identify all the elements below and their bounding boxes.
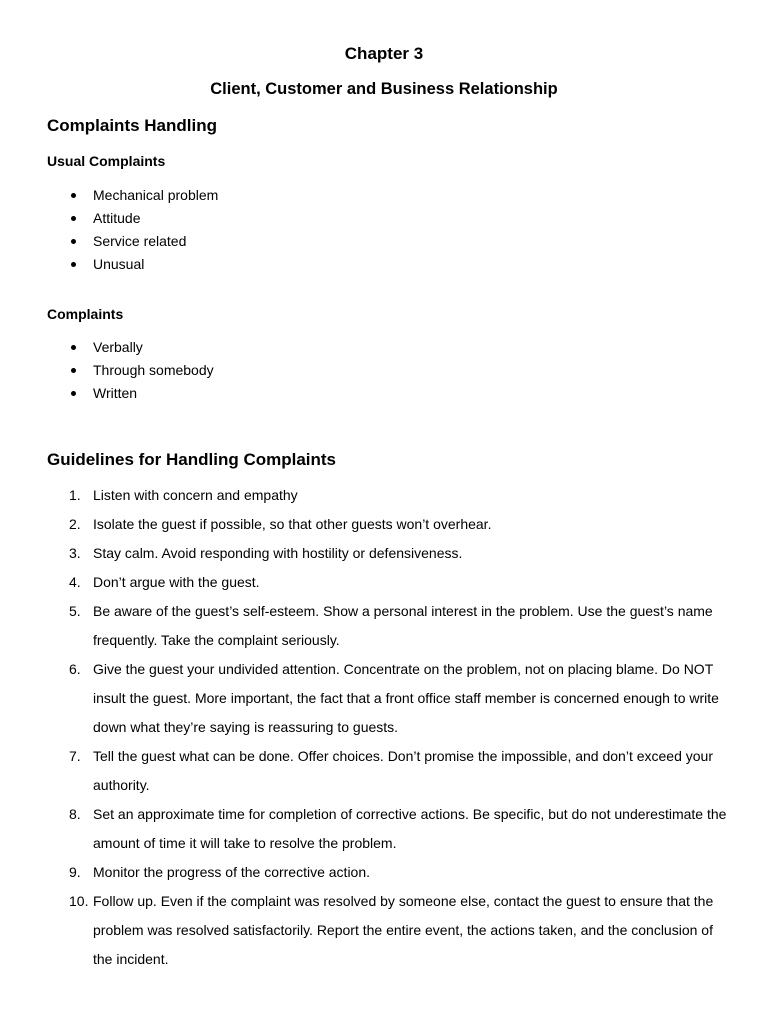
item-number: 3. xyxy=(69,545,81,561)
item-number: 4. xyxy=(69,574,81,590)
item-text: Isolate the guest if possible, so that other guests won’t overhear. xyxy=(93,516,492,532)
item-number: 10. xyxy=(69,893,89,909)
list-item: Written xyxy=(0,382,214,405)
item-text: Be aware of the guest’s self-esteem. Show a personal interest in the problem. Use the guest’s name frequently. Take the complaint seriously. xyxy=(93,603,713,648)
list-item xyxy=(0,597,768,655)
list-item xyxy=(0,510,768,539)
guidelines-heading: Guidelines for Handling Complaints xyxy=(47,450,337,469)
list-item xyxy=(0,568,768,597)
item-text: Tell the guest what can be done. Offer choices. Don’t promise the impossible, and don’t exceed your authority. xyxy=(93,748,713,793)
item-text: Give the guest your undivided attention. Concentrate on the problem, not on placing blame. Do NOT insult the guest. More important, the fact that a front office staff member is concerned enough to write down what they’re saying is reassuring to guests. xyxy=(93,661,719,735)
list-item: Attitude xyxy=(0,207,218,230)
list-item xyxy=(0,655,768,742)
item-number: 1. xyxy=(69,487,81,503)
list-item xyxy=(0,887,768,974)
item-text: Follow up. Even if the complaint was resolved by someone else, contact the guest to ensure that the problem was resolved satisfactorily. Report the entire event, the actions taken, and the conclusion of the incident. xyxy=(93,893,714,967)
list-item xyxy=(0,858,768,887)
bullet-icon xyxy=(71,391,76,396)
bullet-icon xyxy=(71,262,76,267)
item-text: Set an approximate time for completion of corrective actions. Be specific, but do not underestimate the amount of time it will take to resolve the problem. xyxy=(93,806,727,851)
list-item xyxy=(0,800,768,858)
chapter-subtitle: Client, Customer and Business Relationship xyxy=(210,80,558,98)
item-number: 6. xyxy=(69,661,81,677)
complaints-list xyxy=(0,336,214,405)
item-number: 9. xyxy=(69,864,81,880)
complaints-heading: Complaints xyxy=(47,306,124,322)
usual-complaints-heading: Usual Complaints xyxy=(47,153,166,169)
list-item xyxy=(0,742,768,800)
list-item xyxy=(0,481,768,510)
guidelines-list xyxy=(0,481,768,974)
item-text: Stay calm. Avoid responding with hostility or defensiveness. xyxy=(93,545,463,561)
bullet-icon xyxy=(71,216,76,221)
item-number: 8. xyxy=(69,806,81,822)
chapter-title: Chapter 3 xyxy=(344,44,424,63)
list-item: Mechanical problem xyxy=(0,184,218,207)
complaints-handling-heading: Complaints Handling xyxy=(47,116,217,135)
list-item: Through somebody xyxy=(0,359,214,382)
item-number: 7. xyxy=(69,748,81,764)
list-item: Verbally xyxy=(0,336,214,359)
bullet-icon xyxy=(71,345,76,350)
item-number: 5. xyxy=(69,603,81,619)
item-text: Monitor the progress of the corrective action. xyxy=(93,864,371,880)
bullet-icon xyxy=(71,368,76,373)
usual-complaints-list xyxy=(0,184,218,276)
list-item: Service related xyxy=(0,230,218,253)
list-item: Unusual xyxy=(0,253,218,276)
item-number: 2. xyxy=(69,516,81,532)
bullet-icon xyxy=(71,239,76,244)
list-item xyxy=(0,539,768,568)
bullet-icon xyxy=(71,193,76,198)
item-text: Don’t argue with the guest. xyxy=(93,574,260,590)
item-text: Listen with concern and empathy xyxy=(93,487,298,503)
